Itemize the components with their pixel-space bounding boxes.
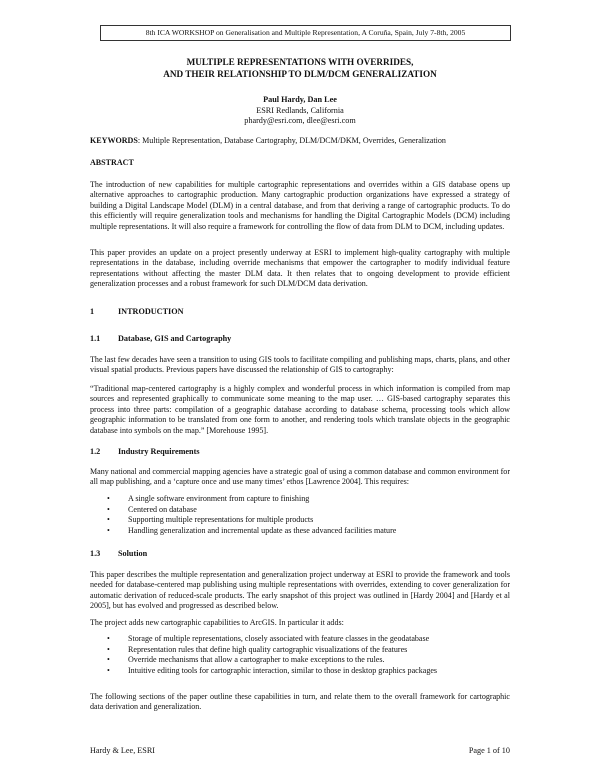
keywords-label: KEYWORDS	[90, 136, 138, 145]
section-number: 1.2	[90, 447, 101, 456]
abstract-paragraph-2: This paper provides an update on a project presently underway at ESRI to implement high-quality cartography with multiple representations in the database, including override mechanisms that empower the cartographer to modify individual feature representations without affecting the master DLM data. It then relates that to ongoing development to provide efficient generalization processes and a robust framework for such DLM/DCM data derivation.	[90, 248, 510, 289]
list-item: • Centered on database	[107, 504, 197, 514]
bullet-glyph: •	[107, 655, 110, 665]
section-1-2-paragraph: Many national and commercial mapping agencies have a strategic goal of using a common database and common environment for all map publishing, and a ‘capture once and use many times’ ethos [Lawrence 2004]. This requires:	[90, 467, 510, 487]
section-title: INTRODUCTION	[118, 307, 184, 316]
bullet-glyph: •	[107, 665, 110, 675]
section-1-3-heading	[90, 549, 147, 558]
section-1-3-paragraph-1: This paper describes the multiple representation and generalization project underway at ESRI to provide the framework and tools needed for database-centered map publishing using multiple representations with overrides, extending to cover generalization for automatic derivation of reduced-scale products. The early snapshot of this project was outlined in [Hardy 2004] and [Hardy et al 2005], but has evolved and progressed as described below.	[90, 570, 510, 611]
author-names: Paul Hardy, Dan Lee	[263, 95, 337, 104]
title-line-1: MULTIPLE REPRESENTATIONS WITH OVERRIDES,	[186, 57, 414, 67]
section-1-heading	[90, 307, 184, 316]
section-number: 1	[90, 307, 95, 316]
list-item: • Override mechanisms that allow a cartographer to make exceptions to the rules.	[107, 655, 385, 665]
bullet-glyph: •	[107, 504, 110, 514]
paper-title	[90, 56, 510, 80]
section-1-1-paragraph: The last few decades have seen a transition to using GIS tools to facilitate compiling and publishing maps, charts, plans, and other visual spatial products. Previous papers have discussed the relationship of GIS to cartography:	[90, 355, 510, 375]
running-header: 8th ICA WORKSHOP on Generalisation and Multiple Representation, A Coruña, Spain, July 7-8th, 2005	[100, 25, 511, 41]
section-number: 1.3	[90, 549, 101, 558]
section-1-3-paragraph-2: The project adds new cartographic capabilities to ArcGIS. In particular it adds:	[90, 618, 344, 627]
abstract-paragraph-1: The introduction of new capabilities for multiple cartographic representations and overrides within a GIS database opens up alternative approaches to cartographic production. Many cartographic production organizations have expressed a strategy of building a Digital Landscape Model (DLM) in a central database, and from that deriving a range of cartographic products. To do this efficiently will require generalization tools and mechanisms for handling the Digital Cartographic Models (DCM) including multiple representations. It will also require a framework for controlling the flow of data from DLM to DCM, including updates.	[90, 180, 510, 231]
footer-authors: Hardy & Lee, ESRI	[90, 746, 156, 755]
list-item: • A single software environment from capture to finishing	[107, 494, 310, 503]
abstract-heading: ABSTRACT	[90, 158, 134, 167]
bullet-glyph: •	[107, 525, 110, 535]
bullet-glyph: •	[107, 634, 110, 643]
section-title: Solution	[118, 549, 148, 558]
list-item: • Representation rules that define high quality cartographic visualizations of the features	[107, 644, 408, 654]
author-affiliation: ESRI Redlands, California	[256, 105, 344, 115]
section-1-1-heading	[90, 334, 231, 343]
title-line-2: AND THEIR RELATIONSHIP TO DLM/DCM GENERALIZATION	[163, 69, 437, 79]
capabilities-list	[90, 634, 510, 676]
keywords-text: : Multiple Representation, Database Cartography, DLM/DCM/DKM, Overrides, Generalization	[137, 136, 446, 145]
section-1-2-heading	[90, 447, 200, 456]
section-title: Industry Requirements	[118, 447, 200, 456]
keywords	[90, 136, 510, 146]
section-number: 1.1	[90, 334, 101, 343]
bullet-glyph: •	[107, 515, 110, 525]
page-footer	[90, 746, 510, 755]
list-item: • Storage of multiple representations, closely associated with feature classes in the geodatabase	[107, 634, 430, 643]
section-1-3-paragraph-3: The following sections of the paper outline these capabilities in turn, and relate them to the overall framework for cartographic data derivation and generalization.	[90, 692, 510, 712]
author-block	[90, 95, 510, 127]
section-1-1-quote: “Traditional map-centered cartography is a highly complex and wonderful process in which information is compiled from map sources and represented graphically to communicate some meaning to the map user. … GIS-based cartography separates this process into three parts: compilation of a geographic database according to database schema, processing tools which allow geographic information to be translated from one form to another, and rendering tools which translate objects in the geographic database into symbols on the map.” [Morehouse 1995].	[90, 384, 510, 435]
bullet-glyph: •	[107, 644, 110, 654]
list-item: • Supporting multiple representations for multiple products	[107, 515, 314, 525]
requirements-list	[90, 494, 510, 536]
author-emails: phardy@esri.com, dlee@esri.com	[244, 116, 356, 125]
page-number: Page 1 of 10	[468, 746, 510, 755]
section-title: Database, GIS and Cartography	[118, 334, 232, 343]
bullet-glyph: •	[107, 494, 110, 503]
list-item: • Handling generalization and incremental update as these advanced facilities mature	[107, 525, 397, 535]
list-item: • Intuitive editing tools for cartographic interaction, similar to those in desktop graphics packages	[107, 665, 438, 675]
